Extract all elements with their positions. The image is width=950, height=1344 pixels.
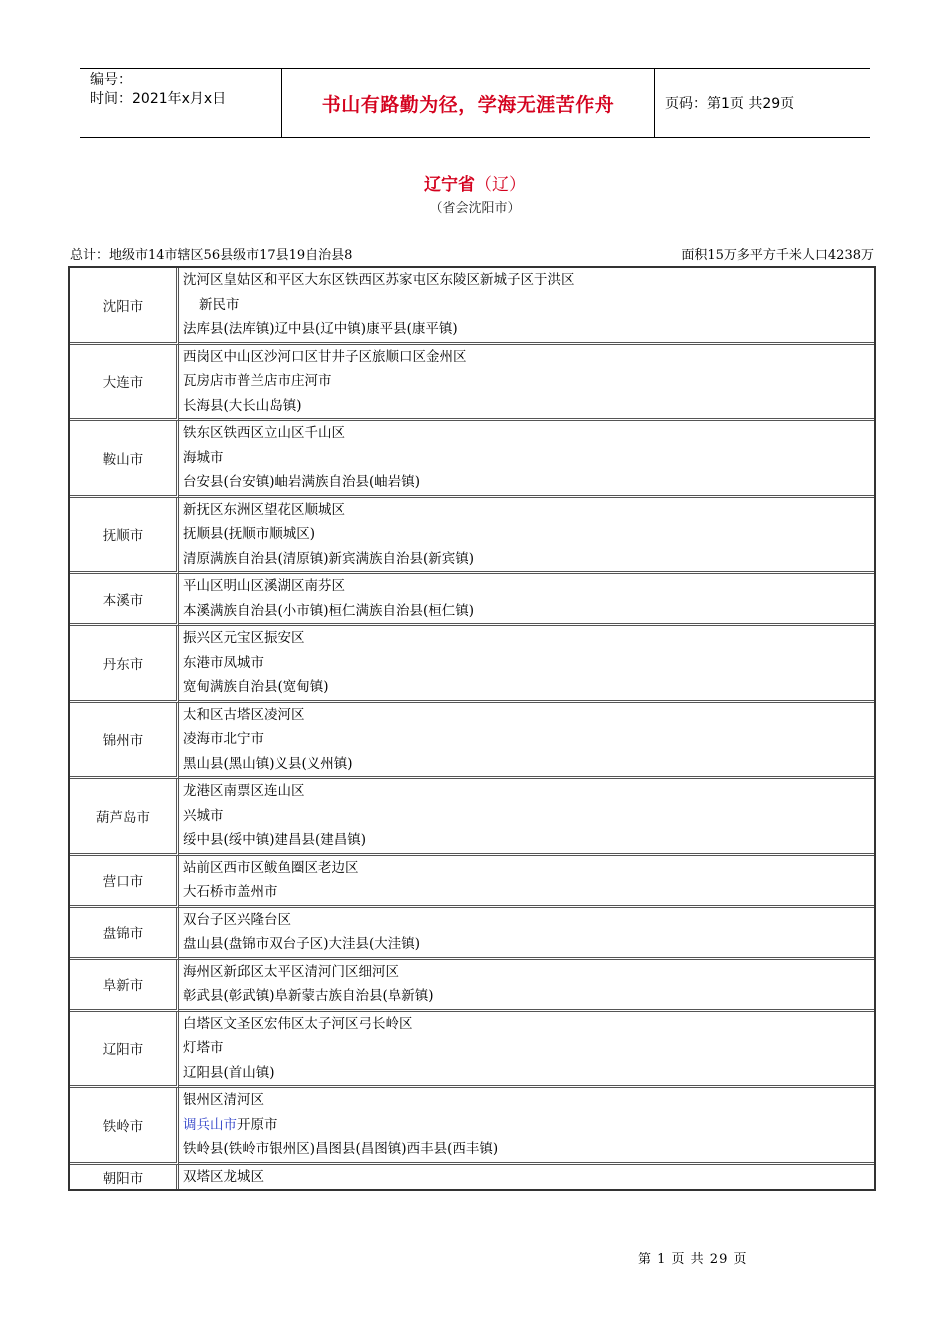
county-line: 沈河区皇姑区和平区大东区铁西区苏家屯区东陵区新城子区于洪区 [183,272,575,288]
city-cell: 锦州市 [70,703,179,780]
table-row [70,908,874,960]
county-line: 平山区明山区溪湖区南芬区 [183,578,345,594]
table-row [70,626,874,703]
time-label: 时间：2021年x月x日 [90,91,227,107]
table-row [70,779,874,856]
county-line: 绥中县(绥中镇)建昌县(建昌镇) [183,832,367,848]
county-line: 新抚区东洲区望花区顺城区 [183,501,345,518]
table-row [70,1012,874,1089]
counties-cell [179,779,874,856]
counties-cell [179,908,874,960]
table-row [70,498,874,575]
county-line: 海州区新邱区太平区清河门区细河区 [183,963,399,980]
diaobingshan-link[interactable]: 调兵山市 [183,1116,237,1133]
county-line: 铁岭县(铁岭市银州区)昌图县(昌图镇)西丰县(西丰镇) [183,1141,499,1157]
city-cell: 本溪市 [70,574,179,626]
county-line: 新民市 [199,296,240,313]
county-line: 辽阳县(首山镇) [183,1064,275,1081]
county-line: 双塔区龙城区 [183,1168,264,1185]
city-cell: 铁岭市 [70,1088,179,1165]
counties-cell [179,703,874,780]
county-line: 白塔区文圣区宏伟区太子河区弓长岭区 [183,1015,413,1032]
city-cell: 朝阳市 [70,1165,179,1190]
counties-cell [179,1088,874,1165]
table-row [70,960,874,1012]
county-line: 西岗区中山区沙河口区甘井子区旅顺口区金州区 [183,348,467,365]
county-line: 灯塔市 [183,1040,224,1056]
county-line: 彰武县(彰武镇)阜新蒙古族自治县(阜新镇) [183,988,434,1004]
counties-cell [179,574,874,626]
regions-table [68,266,876,1191]
city-cell: 盘锦市 [70,908,179,960]
table-row [70,703,874,780]
county-line: 兴城市 [183,807,224,824]
document-title [0,170,950,195]
county-line: 瓦房店市普兰店市庄河市 [183,373,332,389]
county-line: 双台子区兴隆台区 [183,911,291,928]
table-row [70,421,874,498]
table-row [70,1165,874,1190]
counties-cell [179,421,874,498]
province-abbr: （辽） [475,175,526,195]
city-cell: 葫芦岛市 [70,779,179,856]
county-line: 本溪满族自治县(小市镇)桓仁满族自治县(桓仁镇) [183,602,475,619]
counties-cell [179,856,874,908]
county-line: 抚顺县(抚顺市顺城区) [183,526,316,542]
county-line: 长海县(大长山岛镇) [183,397,302,414]
table-row [70,1088,874,1165]
city-cell: 大连市 [70,345,179,422]
header-meta [80,69,282,137]
city-cell: 阜新市 [70,960,179,1012]
county-line: 海城市 [183,449,224,466]
county-line [183,1113,874,1138]
table-row [70,574,874,626]
city-cell: 抚顺市 [70,498,179,575]
table-row [70,345,874,422]
county-line: 凌海市北宁市 [183,731,264,747]
number-label: 编号： [90,72,132,88]
header-page-info: 页码：第1页 共29页 [665,96,795,112]
county-line: 盘山县(盘锦市双台子区)大洼县(大洼镇) [183,936,421,952]
county-line: 站前区西市区鲅鱼圈区老边区 [183,859,359,876]
county-line: 铁东区铁西区立山区千山区 [183,425,345,441]
county-line: 清原满族自治县(清原镇)新宾满族自治县(新宾镇) [183,550,475,567]
county-line: 银州区清河区 [183,1092,264,1108]
province-name: 辽宁省 [424,175,475,195]
county-line: 东港市凤城市 [183,654,264,671]
counties-cell [179,268,874,345]
counties-cell [179,626,874,703]
page-header [80,68,870,138]
city-cell: 沈阳市 [70,268,179,345]
document-subtitle: （省会沈阳市） [429,201,521,216]
summary-right: 面积15万多平方千米人口4238万 [681,248,874,263]
header-motto: 书山有路勤为径，学海无涯苦作舟 [282,69,655,137]
page-footer: 第 1 页 共 29 页 [638,1252,748,1267]
counties-cell [179,1165,874,1190]
county-line: 龙港区南票区连山区 [183,783,305,799]
county-line: 台安县(台安镇)岫岩满族自治县(岫岩镇) [183,474,421,490]
counties-cell [179,960,874,1012]
summary-left: 总计：地级市14市辖区56县级市17县19自治县8 [70,248,353,263]
city-cell: 丹东市 [70,626,179,703]
county-line: 太和区古塔区凌河区 [183,706,305,723]
county-text: 开原市 [237,1116,278,1133]
city-cell: 辽阳市 [70,1012,179,1089]
county-line: 法库县(法库镇)辽中县(辽中镇)康平县(康平镇) [183,321,458,337]
county-line: 大石桥市盖州市 [183,884,278,900]
city-cell: 鞍山市 [70,421,179,498]
county-line: 宽甸满族自治县(宽甸镇) [183,679,329,695]
county-line: 黑山县(黑山镇)义县(义州镇) [183,755,353,772]
city-cell: 营口市 [70,856,179,908]
summary-line [70,244,874,263]
counties-cell [179,345,874,422]
county-line: 振兴区元宝区振安区 [183,630,305,646]
counties-cell [179,498,874,575]
table-row [70,268,874,345]
table-row [70,856,874,908]
counties-cell [179,1012,874,1089]
